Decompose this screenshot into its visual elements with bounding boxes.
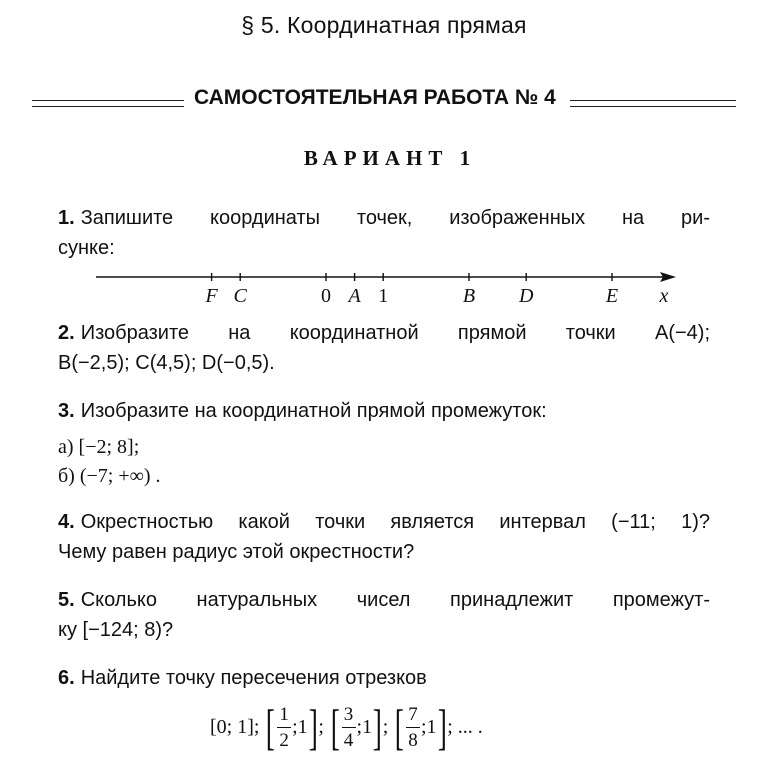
segment-4-numerator: 7 bbox=[408, 703, 418, 725]
task-4-text: Окрестностью какой точки является интервал (−11; 1)? bbox=[80, 511, 710, 533]
task-3-line-1 bbox=[58, 396, 710, 426]
task-6-number: 6. bbox=[58, 667, 75, 689]
fraction-bar bbox=[406, 727, 420, 728]
task-5-line-1 bbox=[58, 585, 710, 615]
point-label-F: F bbox=[205, 285, 218, 307]
segment-3-separator: ; bbox=[382, 715, 389, 738]
segment-2-denominator: 2 bbox=[279, 729, 289, 751]
axis-label-x: x bbox=[659, 285, 669, 307]
task-2-line-2: B(−2,5); C(4,5); D(−0,5). bbox=[58, 352, 275, 374]
point-label-1: 1 bbox=[378, 285, 389, 307]
segment-3-fraction bbox=[342, 705, 356, 750]
segment-4-open-bracket: [ bbox=[395, 699, 405, 755]
header-rule-right bbox=[570, 100, 736, 107]
task-2-line-1 bbox=[58, 318, 710, 348]
segment-first: [0; 1]; bbox=[210, 715, 260, 738]
header-rule-left bbox=[32, 100, 184, 107]
task-4 bbox=[58, 507, 710, 567]
segment-4-separator: ; ... . bbox=[447, 715, 483, 738]
task-4-number: 4. bbox=[58, 511, 75, 533]
task-6-text: Найдите точку пересечения отрезков bbox=[80, 667, 427, 689]
segments-sequence bbox=[210, 699, 483, 755]
segment-4-denominator: 8 bbox=[408, 729, 418, 751]
point-label-A: A bbox=[348, 285, 361, 307]
work-header bbox=[32, 86, 736, 110]
task-2-text: Изобразите на координатной прямой точки A(−4); bbox=[80, 322, 710, 344]
task-5-number: 5. bbox=[58, 589, 75, 611]
task-1-line-1 bbox=[58, 203, 710, 233]
task-5 bbox=[58, 585, 710, 645]
point-label-B: B bbox=[462, 285, 476, 307]
segment-2-upper: ;1 bbox=[292, 715, 308, 738]
task-1-line-2: сунке: bbox=[58, 237, 115, 259]
fraction-bar bbox=[342, 727, 356, 728]
task-6 bbox=[58, 663, 710, 693]
segment-2-separator: ; bbox=[318, 715, 324, 738]
task-5-line-2: ку [−124; 8)? bbox=[58, 619, 174, 641]
point-label-D: D bbox=[518, 285, 534, 307]
task-1-text: Запишите координаты точек, изображенных на ри- bbox=[80, 207, 710, 229]
point-label-E: E bbox=[605, 285, 619, 307]
task-1 bbox=[58, 203, 710, 263]
task-1-number: 1. bbox=[58, 207, 75, 229]
task-3-item-b: б) (−7; +∞) . bbox=[58, 465, 161, 487]
segment-3-open-bracket: [ bbox=[330, 699, 340, 755]
segment-4-close-bracket: ] bbox=[437, 699, 447, 755]
fraction-bar bbox=[277, 727, 291, 728]
segment-2-fraction bbox=[277, 705, 291, 750]
segment-3-close-bracket: ] bbox=[372, 699, 383, 755]
section-title: § 5. Координатная прямая bbox=[241, 12, 527, 38]
number-line-graphic bbox=[90, 264, 690, 308]
task-2-number: 2. bbox=[58, 322, 75, 344]
work-title: САМОСТОЯТЕЛЬНАЯ РАБОТА № 4 bbox=[194, 86, 556, 109]
point-label-C: C bbox=[233, 285, 247, 307]
task-5-text: Сколько натуральных чисел принадлежит промежут- bbox=[80, 589, 710, 611]
segment-2-numerator: 1 bbox=[279, 703, 289, 725]
segment-3-numerator: 3 bbox=[343, 703, 354, 725]
point-label-0: 0 bbox=[321, 285, 331, 307]
segment-3-denominator: 4 bbox=[343, 729, 354, 751]
segment-4-upper: ;1 bbox=[420, 715, 437, 738]
number-line bbox=[90, 264, 690, 308]
variant-title: ВАРИАНТ 1 bbox=[303, 146, 477, 170]
task-6-line-1 bbox=[58, 663, 710, 693]
segment-2-open-bracket: [ bbox=[266, 699, 276, 755]
segment-2-close-bracket: ] bbox=[308, 699, 318, 755]
task-3-number: 3. bbox=[58, 400, 75, 422]
task-4-line-2: Чему равен радиус этой окрестности? bbox=[58, 541, 415, 563]
segment-3-upper: ;1 bbox=[356, 715, 373, 738]
task-3-item-a: а) [−2; 8]; bbox=[58, 436, 140, 458]
task-3-text: Изобразите на координатной прямой промежуток: bbox=[80, 400, 547, 422]
task-4-line-1 bbox=[58, 507, 710, 537]
task-3 bbox=[58, 396, 710, 426]
task-2 bbox=[58, 318, 710, 378]
segment-4-fraction bbox=[406, 705, 420, 750]
